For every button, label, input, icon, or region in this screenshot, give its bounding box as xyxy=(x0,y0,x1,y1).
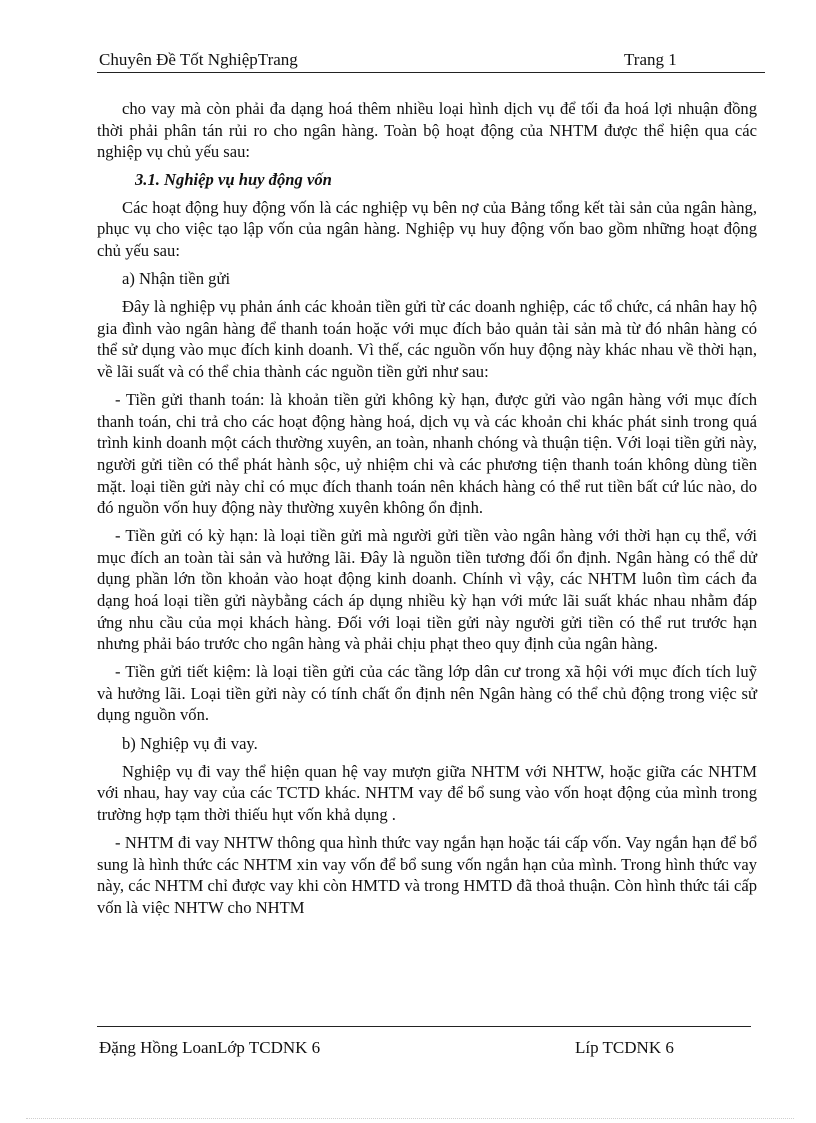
header-title: Chuyên Đề Tốt NghiệpTrang xyxy=(99,50,298,69)
footer-class: Líp TCDNK 6 xyxy=(575,1038,674,1057)
subheading-borrowing: b) Nghiệp vụ đi vay. xyxy=(122,733,258,753)
header-page-number: Trang 1 xyxy=(624,50,677,69)
paragraph-deposits: Đây là nghiệp vụ phản ánh các khoản tiền gửi từ các doanh nghiệp, các tổ chức, cá nhân hay hộ gia đình vào ngân hàng để thanh toán hoặc với mục đích bảo quản tài sản mà từ đó nhân hàng có thể sử dụng vào mục đích kinh doanh. Vì thế, các nguồn vốn huy động này khác nhau về thời hạn, về lãi suất và có thể chia thành các nguồn tiền gửi như sau: xyxy=(97,297,757,382)
paragraph-borrowing: Nghiệp vụ đi vay thể hiện quan hệ vay mượn giữa NHTM với NHTW, hoặc giữa các NHTM với nhau, hay vay của các TCTD khác. NHTM vay để bổ sung vào vốn hoạt động của mình trong trường hợp tạm thời thiếu hụt vốn khả dụng . xyxy=(97,761,757,824)
subheading-deposits: a) Nhận tiền gửi xyxy=(122,269,231,289)
footer-divider xyxy=(97,1026,751,1027)
paragraph-central-bank-borrowing: - NHTM đi vay NHTW thông qua hình thức vay ngắn hạn hoặc tái cấp vốn. Vay ngắn hạn để bổ sung là hình thức các NHTM xin vay vốn để bổ sung vốn ngắn hạn của mình. Trong hình thức vay này, các NHTM chỉ được vay khi còn HMTD và trong HMTD đã thoả thuận. Còn hình thức tái cấp vốn là việc NHTW cho NHTM xyxy=(97,832,757,917)
paragraph-mobilization: Các hoạt động huy động vốn là các nghiệp vụ bên nợ của Bảng tổng kết tài sản của ngân hàng, phục vụ cho việc tạo lập vốn của ngân hàng. Nghiệp vụ huy động vốn bao gồm những hoạt động chủ yếu sau: xyxy=(97,197,757,261)
footer-author: Đặng Hồng LoanLớp TCDNK 6 xyxy=(99,1038,321,1057)
paragraph-savings-deposits: - Tiền gửi tiết kiệm: là loại tiền gửi của các tầng lớp dân cư trong xã hội với mục đích tích luỹ và hưởng lãi. Loại tiền gửi này có tính chất ổn định nên Ngân hàng có thể chủ động trong việc sử dụng nguồn vốn. xyxy=(97,662,757,725)
paragraph-payment-deposits: - Tiền gửi thanh toán: là khoản tiền gửi không kỳ hạn, được gửi vào ngân hàng với mục đích thanh toán, chi trả cho các hoạt động hàng hoá, dịch vụ và các khoản chi khác phát sinh trong quá trình kinh doanh một cách thường xuyên, an toàn, nhanh chóng và thuận tiện. Với loại tiền gửi này, người gửi tiền có thể phát hành sộc, uỷ nhiệm chi và các phương tiện thanh toán không dùng tiền mặt. loại tiền gửi này chỉ có mục đích thanh toán nên khách hàng có thể rut tiền bất cứ lúc nào, do đó nguồn vốn huy động này thường xuyên không ổn định. xyxy=(97,390,757,518)
page-header xyxy=(97,48,765,73)
paragraph-term-deposits: - Tiền gửi có kỳ hạn: là loại tiền gửi mà người gửi tiền vào ngân hàng với thời hạn cụ thể, với mục đích an toàn tài sản và hưởng lãi. Đây là nguồn tiền tương đối ổn định. Ngân hàng có thể dử dụng phần lớn tồn khoản vào hoạt động kinh doanh. Chính vì vậy, các NHTM luôn tìm cách đa dạng hoá loại tiền gửi nàybằng cách áp dụng nhiều kỳ hạn với mức lãi suất khác nhau nhằm đáp ứng nhu cầu của mọi khách hàng. Đối với loại tiền gửi này người gửi tiền có thể rut trước hạn nhưng phải báo trước cho ngân hàng và phải chịu phạt theo quy định của ngân hàng. xyxy=(97,526,757,654)
section-heading: 3.1. Nghiệp vụ huy động vốn xyxy=(135,170,332,190)
page-edge-divider xyxy=(26,1118,794,1119)
page-footer xyxy=(97,1036,757,1060)
paragraph-intro: cho vay mà còn phải đa dạng hoá thêm nhiều loại hình dịch vụ để tối đa hoá lợi nhuận đồng thời phải phân tán rủi ro cho ngân hàng. Toàn bộ hoạt động của NHTM được thể hiện qua các nghiệp vụ chủ yếu sau: xyxy=(97,99,757,162)
document-body xyxy=(97,98,757,925)
